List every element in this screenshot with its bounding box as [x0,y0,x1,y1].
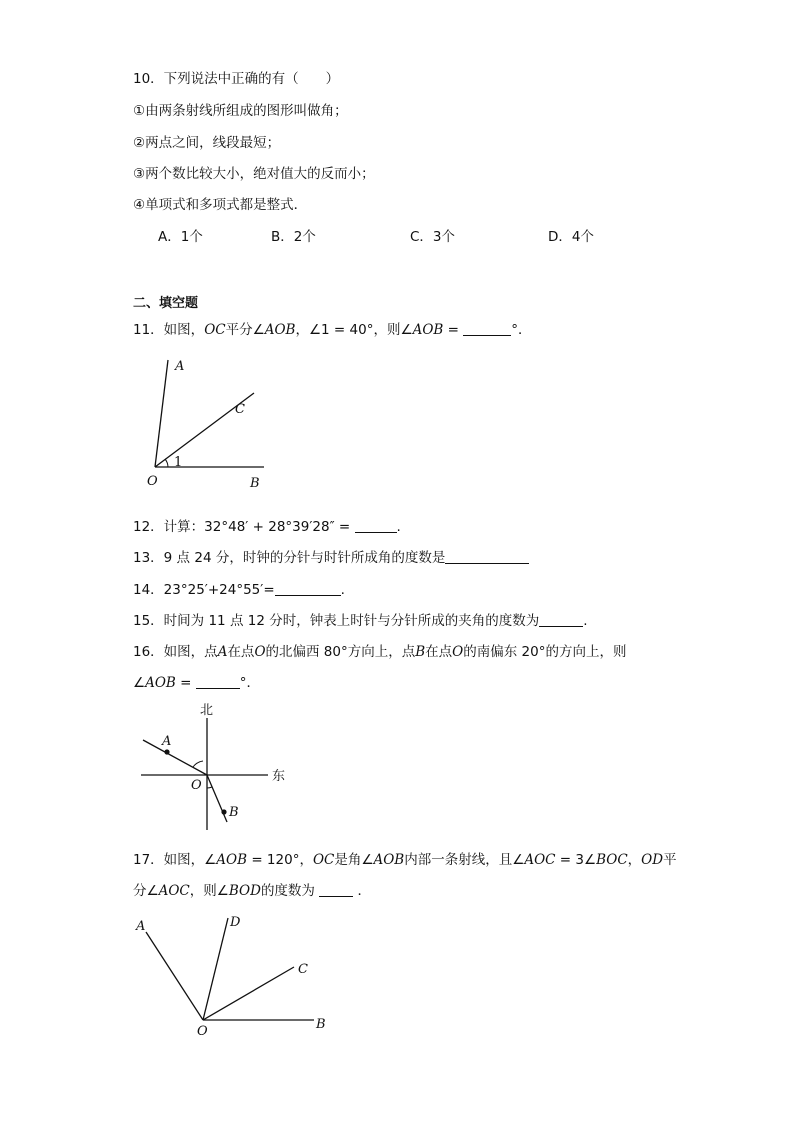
q16-text-2: 在点 [227,644,255,660]
q11-angle-aob: AOB [264,322,296,338]
q17-label-a: A [136,919,146,934]
q16-label-o: O [191,778,202,793]
q10-statement-3: ③两个数比较大小，绝对值大的反而小； [133,166,375,182]
q17-label-o: O [197,1024,208,1039]
q11-label-a: A [175,359,185,374]
q17-text-11: ． [357,883,372,899]
q16-point-o-2: O [452,644,464,660]
q16-text-8: °． [239,675,261,691]
q10-option-d: D．4个 [548,229,594,245]
section-heading-fill-in: 二、填空题 [133,296,199,311]
q11-text-1: 11．如图， [133,322,205,338]
q11-ray-oc: OC [204,322,226,338]
q15-text-1: 15．时间为 11 点 12 分时，钟表上时针与分针所成的夹角的度数为 [133,613,540,629]
q17-text-5: = 3∠ [555,852,597,868]
q11-label-1: 1 [174,455,183,470]
q17-ray-d [203,918,228,1020]
q10-statement-4: ④单项式和多项式都是整式． [133,197,308,213]
q17-label-c: C [298,962,308,977]
q16-point-b: B [415,644,426,660]
q10-statement-1: ①由两条射线所组成的图形叫做角； [133,103,348,119]
q17-angle-aoc: AOC [524,852,556,868]
q11-text-2: 平分∠ [225,322,265,338]
q16-label-north: 北 [200,703,214,718]
q11-text-4: = [443,322,459,338]
q17-angle-aoc-2: AOC [158,883,190,899]
q16-text-7: = [175,675,192,691]
q17-ray-od: OD [641,852,664,868]
q16-text-4: 在点 [425,644,453,660]
q17-text-7: 平 [663,852,677,868]
q10-option-b: B．2个 [271,229,316,245]
q17-text-10: 的度数为 [260,883,315,899]
q11-label-o: O [147,474,158,489]
q16-point-o: O [254,644,266,660]
q11-text-3: ，∠1 = 40°，则∠ [295,322,413,338]
q16-label-east: 东 [272,769,286,784]
q15-text-2: . [583,613,588,629]
q17-label-b: B [316,1017,326,1032]
q17-ray-a [146,932,203,1020]
q12-text-2: . [396,519,401,535]
q16-text-3: 的北偏西 80°方向上，点 [265,644,416,660]
q11-label-b: B [250,476,260,491]
q17-ray-oc: OC [312,852,335,868]
q14-text-2: . [340,582,345,598]
q17-text-8: 分∠ [133,883,159,899]
q17-ray-c [203,967,294,1020]
q16-label-b: B [229,805,239,820]
q17-text-4: 内部一条射线，且∠ [404,852,525,868]
q17-angle-bod: BOD [228,883,261,899]
q16-point-a: A [217,644,228,660]
q16-text-5: 的南偏东 20°的方向上，则 [463,644,627,660]
q17-angle-boc: BOC [596,852,628,868]
q10-option-a: A．1个 [158,229,203,245]
q10-option-c: C．3个 [410,229,456,245]
q16-text-6: ∠ [133,675,146,691]
q10-stem: 10．下列说法中正确的有（ ） [133,71,340,87]
q17-angle-aob-2: AOB [373,852,405,868]
q11-text-5: °． [511,322,532,338]
q13-text-1: 13．9 点 24 分，时钟的分针与时针所成角的度数是 [133,550,446,566]
q12-text-1: 12．计算：32°48′ + 28°39′28″ = [133,519,351,535]
q17-text-2: = 120°， [247,852,313,868]
q17-text-3: 是角∠ [334,852,374,868]
q16-text-1: 16．如图，点 [133,644,218,660]
q11-label-c: C [235,402,245,417]
q10-statement-2: ②两点之间，线段最短； [133,135,281,151]
q17-text-1: 17．如图，∠ [133,852,217,868]
q14-text-1: 14．23°25′+24°55′= [133,582,275,598]
q17-angle-aob: AOB [216,852,248,868]
q16-label-a: A [162,734,172,749]
q17-label-d: D [230,915,241,930]
q16-angle-aob: AOB [145,675,176,691]
q17-text-6: ， [627,852,642,868]
q11-angle-aob-2: AOB [412,322,444,338]
q17-text-9: ，则∠ [189,883,229,899]
